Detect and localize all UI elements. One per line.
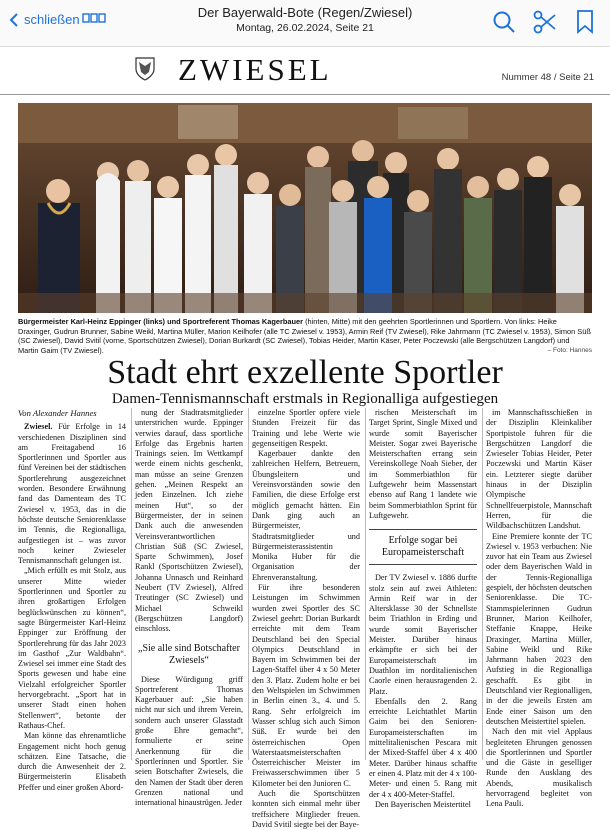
- article-column-3: [252, 408, 360, 829]
- article-subheadline: Damen-Tennismannschaft erstmals in Regionalliga aufgestiegen: [111, 391, 499, 407]
- clip-article-button[interactable]: [533, 10, 557, 39]
- paragraph: „Mich erfüllt es mit Stolz, aus unserer Mitte wieder Sportlerinnen und Sportler zu ihren großartigen Erfolgen beglückwünschen zu können“, sagte Bürgermeister Karl-Heinz Eppinger zur Eröffnung der Sportlerehrung für das Jahr 2023 im Gasthof „Zur Waldbahn“. Zwiesel sei immer eine Stadt des Sports gewesen und habe eine Vielzahl erfolgreicher Sportler hervorgebracht. „Sport hat in unserer Stadt einen hohen Stellenwert“, betonte der Rathaus-Chef.: [18, 566, 127, 730]
- author-byline: Von Alexander Hannes: [18, 408, 97, 418]
- subheading: „Sie alle sind Botschafter Zwiesels“: [138, 642, 240, 666]
- publication-info: [150, 5, 460, 34]
- paragraph: im Mannschaftsschießen in der Disziplin Kleinkaliber Sportpistole fuhren für die Bergschützen Langdorf die Zwieseler Tobias Heider, Peter Poczewski und Martin Käser ein. Letzterer siegte darüber hinaus in der Disziplin Olympische Schnellfeuerpistole, Mannschaft Herren, für die Wildbachschützen Landshut.: [486, 408, 592, 531]
- article-column-4: [369, 408, 477, 809]
- search-button[interactable]: [492, 10, 516, 39]
- pages-grid-icon: [82, 13, 106, 31]
- page-masthead: [0, 50, 610, 95]
- article-column-5: [486, 408, 592, 809]
- caption-bold: Bürgermeister Karl-Heinz Eppinger (links) und Sportreferent Thomas Kagerbauer: [18, 317, 304, 326]
- paragraph: Nach den mit viel Applaus begleiteten Ehrungen genossen die Sportlerinnen und Sportler und die Gäste in geselliger Runde den Ausklang des Abends, musikalisch hervorragend begleitet von Lena Pauli.: [486, 727, 592, 809]
- paragraph: Diese Würdigung griff Sportreferent Thomas Kagerbauer auf: „Sie haben nicht nur sich und ihrem Verein, sondern auch unserer Glasstadt große Ehre gemacht“, formulierte er seine Anerkennung für die Sportlerinnen und Sportler. Sie seien Botschafter Zwiesels, die den Namen der Stadt über deren Grenzen national und international hinaustrügen. Jeder: [135, 674, 243, 808]
- section-title: ZWIESEL: [178, 52, 332, 87]
- paragraph: Eine Premiere konnte der TC Zwiesel v. 1953 verbuchen: Nie zuvor hat ein Team aus Zwiesel oder dem Bayerischen Wald in der Tennis-Regionalliga gespielt, der höchsten deutschen Seniorenklasse. Die TC-Stammspielerinnen Gudrun Brunner, Marion Keilhofer, Steffanie Knappe, Heike Draxinger, Martina Müller, Sabine Weikl und Rike Jahrmann haben 2023 den Aufstieg in die Regionalliga geschafft. Es gibt in Deutschland vier Regionalligen, in der die jeweils Ersten am Ende einer Saison um den deutschen Meistertitel spielen.: [486, 531, 592, 726]
- group-photo-illustration: [18, 103, 592, 313]
- article-headline: Stadt ehrt exzellente Sportler: [107, 354, 503, 391]
- article-column-1: [18, 408, 127, 792]
- paragraph: Ebenfalls den 2. Rang erreichte Leichtathlet Martin Gaim bei den Senioren-Europameisterschaften im mittelitalienischen Pescara mit der Mixed-Staffel über 4 x 400 Meter. Darüber hinaus schaffte er einen 4. Platz mit der 4 x 100-Meter- und einen 5. Rang mit der 4 x 400-Meter-Staffel.: [369, 696, 477, 799]
- subheading: Erfolge sogar bei Europameisterschaft: [369, 529, 477, 565]
- search-icon: [492, 10, 516, 34]
- chevron-left-icon: [8, 13, 20, 27]
- article-photo: [18, 103, 592, 313]
- issue-date: Montag, 26.02.2024, Seite 21: [236, 22, 374, 34]
- article-column-2: [135, 408, 243, 808]
- issue-number: Nummer 48 / Seite 21: [501, 72, 594, 83]
- paragraph: einzelne Sportler opfere viele Stunden Freizeit für das Training und lebe Werte wie gegenseitigen Respekt.: [252, 408, 360, 448]
- paragraph: Für ihre besonderen Leistungen im Schwimmen wurden zwei Sportler des SC Zwiesel geehrt: Dorian Burkardt erreichte mit dem Team Deutschland bei den Special Olympics Deutschland in Bayern im Schwimmen bei der Lagen-Staffel über 4 x 50 Meter den 3. Platz. Zudem holte er bei den Weltspielen im Schwimmen in Berlin einen 3., 4. und 5. Rang. Sehr erfolgreich im Wasser schlug sich auch Simon Süß. Er wurde bei den österreichischen Open Waterstaatsmeisterschaften Österreichischer Meister im Freiwasserschwimmen über 5 Kilometer bei den Junioren C.: [252, 583, 360, 788]
- caption-text: (hinten, Mitte) mit den geehrten Sportlerinnen und Sportlern. Von links: Heike Draxinger, Gudrun Brunner, Sabine Weikl, Martina Müller, Marion Keilhofer (alle TC Zwiesel v. 1953), Armin Reif (TV Zwiesel), Rike Jahrmann (TC Zwiesel v. 1953), Simon Süß (SC Zwiesel), David Svitil (vorne, Sportschützen Zwiesel), Dorian Burkardt (SC Zwiesel), Tobias Heider, Martin Käser, Peter Poczewski (alle Bergschützen Langdorf) und Martin Gaim (TV Zwiesel).: [18, 317, 591, 355]
- column-divider: [365, 408, 366, 760]
- photo-caption: [18, 317, 592, 355]
- close-button[interactable]: [8, 12, 80, 27]
- column-divider: [131, 408, 132, 760]
- paragraph: Man könne das ehrenamtliche Engagement nicht hoch genug schätzen. Eine Tatsache, die durch die Anwesenheit der 2. Bürgermeisterin Elisabeth Pfeffer und einer großen Abord-: [18, 731, 126, 792]
- column-divider: [248, 408, 249, 760]
- paragraph: Kagerbauer dankte den zahlreichen Helfern, Betreuern, Übungsleitern und Vereinsvorständen sowie den Familien, die diese Erfolge erst möglich gemacht hätten. Ein Dank ging auch an Bürgermeister, Stadtratsmitglieder und Bürgermeisterassistentin Monika Huber für die Organisation der Ehrenveranstaltung.: [252, 449, 360, 582]
- reader-toolbar: [0, 0, 610, 47]
- bookmark-button[interactable]: [576, 10, 594, 39]
- article-body: [18, 408, 592, 829]
- paragraph: Zwiesel. Für Erfolge in 14 verschiedenen Disziplinen sind am Freitagabend 16 Sportlerinnen und Sportler aus fünf Vereinen bei der städtischen Sportlerehrung ausgezeichnet worden. Besondere Erwähnung fand das Damenteam des TC Zwiesel v. 1953, das in die höchste deutsche Seniorenklasse im Tennis, die Regionalliga, aufgestiegen ist – was zuvor noch keiner Zwieseler Tennismannschaft gelungen ist.: [18, 422, 127, 566]
- publication-title: Der Bayerwald-Bote (Regen/Zwiesel): [197, 5, 413, 20]
- paragraph: nung der Stadtratsmitglieder unterstrichen wurde. Eppinger verwies darauf, dass sportliche Erfolge das Ergebnis harten Trainings seien. Im Wettkampf werde einem nichts geschenkt, man müsse an seine Grenzen gehen. „Meinen Respekt an jeden Einzelnen. Ich ziehe meinen Hut“, so der Bürgermeister, der in seinen Dank auch die anwesenden Vereinsverantwortlichen Christian Süß (SC Zwiesel, Sparte Schwimmen), Josef Rankl (Sportschützen Zwiesel), Johanna Unnasch und Reinhard Neubert (TV Zwiesel), Alfred Treutinger (SC Zwiesel) und Michael Schweikl (Bergschützen Langdorf) einschloss.: [135, 408, 243, 634]
- paragraph: Der TV Zwiesel v. 1886 durfte stolz sein auf zwei Athleten: Armin Reif war in der Altersklasse 30 der Schnellste beim Triathlon in Erding und wurde somit Bayerischer Meister. Darüber hinaus erkämpfte er sich bei der Europameisterschaft im Duathlon im norditalienischen Caorle einen herausragenden 2. Platz.: [369, 573, 477, 696]
- paragraph: rischen Meisterschaft im Target Sprint, Single Mixed und wurde somit Bayerischer Meister. Sogar zwei Bayerische Meisterschaften errang sein Vereinskollege Noah Sieber, der im Sommerbiathlon für Luftgewehr beim Massenstart ebenso auf Rang 1 landete wie beim Sommerbiathlon Sprint für Luftgewehr.: [369, 408, 477, 520]
- close-label: schließen: [24, 12, 80, 27]
- dateline: Zwiesel.: [24, 422, 53, 432]
- page-overview-button[interactable]: [82, 13, 106, 36]
- photo-credit: – Foto: Hannes: [547, 346, 592, 354]
- bookmark-icon: [576, 10, 594, 34]
- coat-of-arms-icon: [134, 56, 156, 82]
- paragraph: Den Bayerischen Meistertitel: [375, 799, 471, 809]
- scissors-icon: [533, 10, 557, 34]
- paragraph: Auch die Sportschützen konnten sich einmal mehr über treffsichere Mitglieder freuen. David Svitil siegte bei der Baye-: [252, 788, 360, 829]
- column-divider: [482, 408, 483, 760]
